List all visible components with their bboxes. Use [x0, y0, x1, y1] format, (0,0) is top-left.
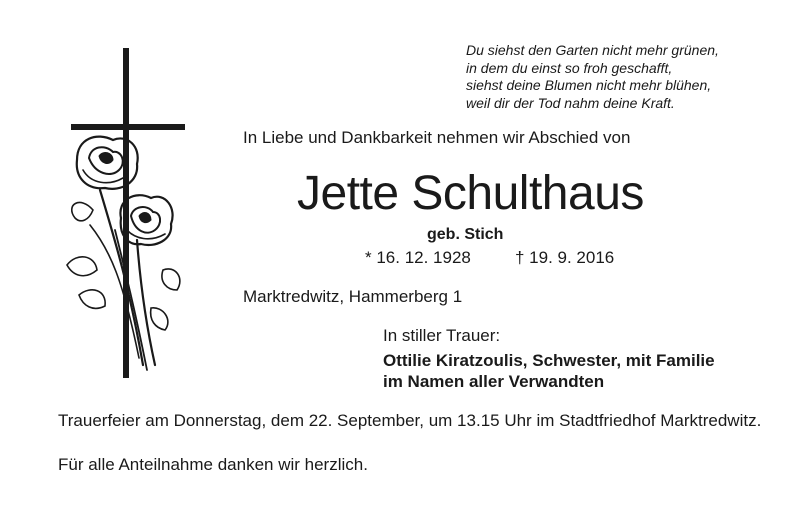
- address: Marktredwitz, Hammerberg 1: [243, 287, 463, 306]
- thanks-text: Für alle Anteilnahme danken wir herzlich.: [58, 455, 368, 474]
- poem-line: Du siehst den Garten nicht mehr grünen,: [466, 42, 719, 58]
- deceased-name: Jette Schulthaus: [297, 167, 644, 220]
- mourner-line: im Namen aller Verwandten: [383, 372, 605, 391]
- death-date: † 19. 9. 2016: [515, 248, 615, 267]
- poem-line: siehst deine Blumen nicht mehr blühen,: [466, 77, 712, 93]
- poem-line: in dem du einst so froh geschafft,: [466, 59, 673, 76]
- maiden-name: geb. Stich: [427, 226, 504, 243]
- birth-date: * 16. 12. 1928: [365, 248, 471, 267]
- mourners-list: [383, 350, 715, 392]
- memorial-poem: [466, 42, 786, 112]
- mourner-line: Ottilie Kiratzoulis, Schwester, mit Familie: [383, 351, 715, 370]
- mourning-label: In stiller Trauer:: [383, 326, 501, 345]
- funeral-service-text: Trauerfeier am Donnerstag, dem 22. September, um 13.15 Uhr im Stadtfriedhof Marktredwitz.: [58, 411, 762, 430]
- cross-with-roses-icon: [55, 40, 195, 390]
- intro-text: In Liebe und Dankbarkeit nehmen wir Abschied von: [243, 128, 631, 147]
- poem-line: weil dir der Tod nahm deine Kraft.: [466, 94, 675, 111]
